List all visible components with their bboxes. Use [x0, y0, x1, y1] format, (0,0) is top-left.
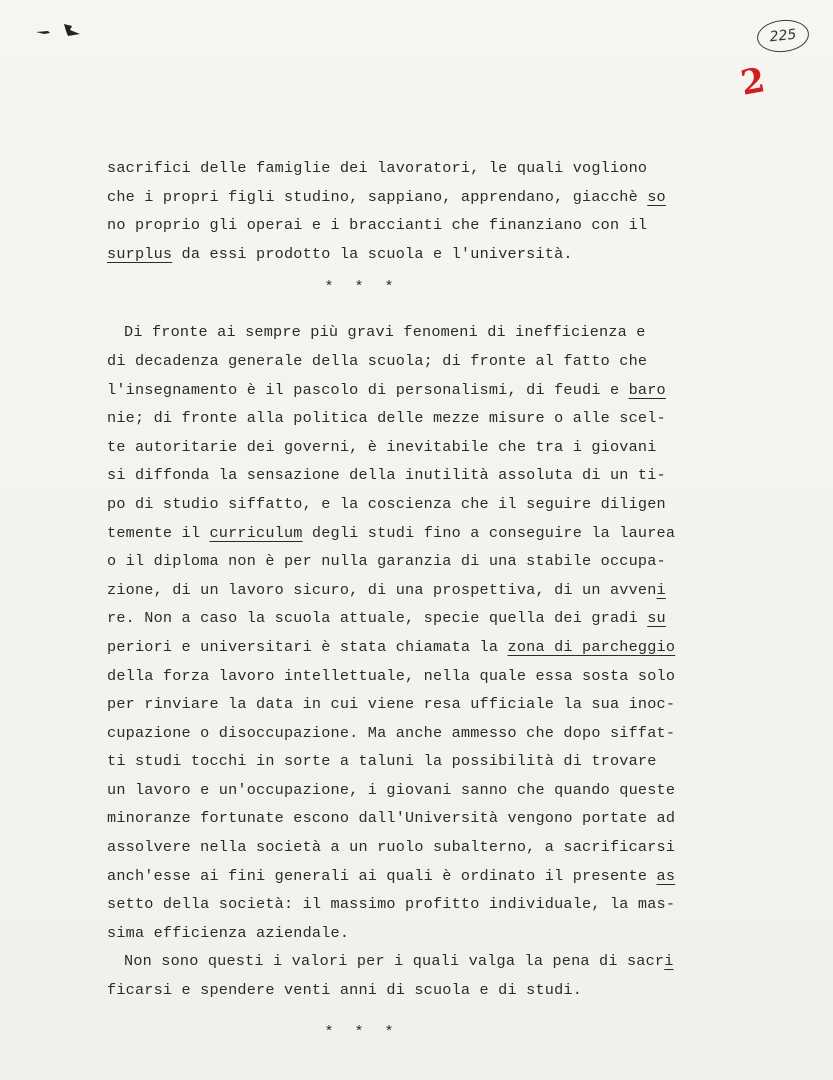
text-line: cupazione o disoccupazione. Ma anche ammesso che dopo siffat-: [107, 723, 676, 742]
ink-mark-icon: [34, 20, 86, 42]
text-line: Di fronte ai sempre più gravi fenomeni di inefficienza e: [124, 323, 646, 342]
typed-text-body: [107, 154, 707, 1047]
red-page-mark: 2: [737, 60, 768, 104]
text-line: per rinviare la data in cui viene resa ufficiale la sua inoc-: [107, 695, 676, 714]
bleed-through-shadow: [807, 690, 833, 772]
text-line: surplus da essi prodotto la scuola e l'università.: [107, 244, 573, 263]
text-line: sima efficienza aziendale.: [107, 923, 350, 942]
text-line: della forza lavoro intellettuale, nella quale essa sosta solo: [107, 666, 676, 685]
page-number-stamp: 225: [755, 17, 810, 54]
text-line: l'insegnamento è il pascolo di personalismi, di feudi e baro: [107, 380, 666, 399]
text-line: no proprio gli operai e i braccianti che finanziano con il: [107, 216, 648, 235]
text-line: setto della società: il massimo profitto individuale, la mas-: [107, 895, 676, 914]
paragraph-3: [107, 947, 707, 1004]
text-line: un lavoro e un'occupazione, i giovani sanno che quando queste: [107, 780, 676, 799]
text-line: ficarsi e spendere venti anni di scuola e di studi.: [107, 981, 583, 1000]
paragraph-1: [107, 154, 707, 268]
text-line: si diffonda la sensazione della inutilità assoluta di un ti-: [107, 466, 666, 485]
text-line: nie; di fronte alla politica delle mezze misure o alle scel-: [107, 409, 666, 428]
text-line: po di studio siffatto, e la coscienza che il seguire diligen: [107, 494, 666, 513]
text-line: periori e universitari è stata chiamata la zona di parcheggio: [107, 637, 676, 656]
paragraph-2: [107, 318, 707, 947]
text-line: minoranze fortunate escono dall'Università vengono portate ad: [107, 809, 676, 828]
text-line: re. Non a caso la scuola attuale, specie quella dei gradi su: [107, 609, 666, 628]
text-line: o il diploma non è per nulla garanzia di una stabile occupa-: [107, 552, 666, 571]
text-line: te autoritarie dei governi, è inevitabile che tra i giovani: [107, 437, 657, 456]
text-line: sacrifici delle famiglie dei lavoratori, le quali vogliono: [107, 159, 648, 177]
text-line: temente il curriculum degli studi fino a conseguire la laurea: [107, 523, 676, 542]
section-separator: * * *: [324, 279, 400, 297]
section-separator: * * *: [324, 1023, 400, 1041]
text-line: che i propri figli studino, sappiano, apprendano, giacchè so: [107, 187, 666, 206]
text-line: assolvere nella società a un ruolo subalterno, a sacrificarsi: [107, 838, 676, 857]
text-line: anch'esse ai fini generali ai quali è ordinato il presente as: [107, 866, 676, 885]
text-line: zione, di un lavoro sicuro, di una prospettiva, di un avveni: [107, 580, 666, 599]
text-line: Non sono questi i valori per i quali valga la pena di sacri: [124, 952, 674, 971]
text-line: ti studi tocchi in sorte a taluni la possibilità di trovare: [107, 752, 657, 771]
text-line: di decadenza generale della scuola; di fronte al fatto che: [107, 351, 648, 370]
